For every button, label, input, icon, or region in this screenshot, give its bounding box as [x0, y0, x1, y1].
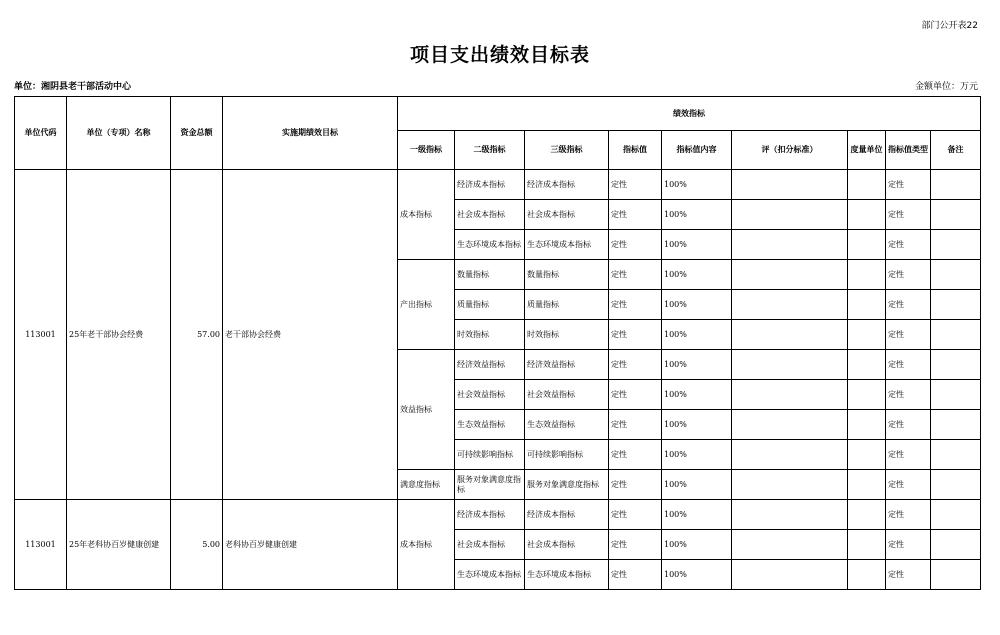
value-type-cell: 定性 [886, 350, 931, 380]
header-value-content: 指标值内容 [662, 131, 732, 170]
unit-label: 单位：湘阴县老干部活动中心 [14, 82, 132, 92]
evaluation-cell [732, 500, 848, 530]
value-type-cell: 定性 [886, 500, 931, 530]
level3-indicator-cell: 社会成本指标 [525, 200, 609, 230]
measure-unit-cell [848, 260, 886, 290]
indicator-value-cell: 定性 [609, 530, 662, 560]
measure-unit-cell [848, 530, 886, 560]
level2-indicator-cell: 社会成本指标 [455, 200, 525, 230]
note-cell [931, 350, 981, 380]
note-cell [931, 380, 981, 410]
value-type-cell: 定性 [886, 170, 931, 200]
header-name: 单位（专项）名称 [67, 97, 171, 170]
performance-goal-cell: 老科协百岁健康创建 [223, 500, 398, 590]
level3-indicator-cell: 可持续影响指标 [525, 440, 609, 470]
evaluation-cell [732, 530, 848, 560]
evaluation-cell [732, 260, 848, 290]
note-cell [931, 230, 981, 260]
value-content-cell: 100% [662, 380, 732, 410]
note-cell [931, 560, 981, 590]
value-type-cell: 定性 [886, 530, 931, 560]
note-cell [931, 530, 981, 560]
indicator-value-cell: 定性 [609, 380, 662, 410]
header-goal: 实施期绩效目标 [223, 97, 398, 170]
measure-unit-cell [848, 440, 886, 470]
level1-indicator-cell: 效益指标 [398, 350, 455, 470]
value-type-cell: 定性 [886, 440, 931, 470]
header-level2: 二级指标 [455, 131, 525, 170]
note-cell [931, 200, 981, 230]
level2-indicator-cell: 社会效益指标 [455, 380, 525, 410]
evaluation-cell [732, 410, 848, 440]
value-content-cell: 100% [662, 410, 732, 440]
value-content-cell: 100% [662, 320, 732, 350]
header-measure-unit: 度量单位 [848, 131, 886, 170]
indicator-value-cell: 定性 [609, 200, 662, 230]
project-name-cell: 25年老科协百岁健康创建 [67, 500, 171, 590]
level1-indicator-cell: 满意度指标 [398, 470, 455, 500]
value-type-cell: 定性 [886, 230, 931, 260]
evaluation-cell [732, 560, 848, 590]
performance-goal-cell: 老干部协会经费 [223, 170, 398, 500]
unit-code-cell: 113001 [15, 170, 67, 500]
measure-unit-cell [848, 410, 886, 440]
level2-indicator-cell: 经济成本指标 [455, 500, 525, 530]
performance-table [14, 96, 981, 590]
level3-indicator-cell: 服务对象满意度指标 [525, 470, 609, 500]
level3-indicator-cell: 社会效益指标 [525, 380, 609, 410]
evaluation-cell [732, 170, 848, 200]
level3-indicator-cell: 时效指标 [525, 320, 609, 350]
measure-unit-cell [848, 170, 886, 200]
header-note: 备注 [931, 131, 981, 170]
level3-indicator-cell: 经济效益指标 [525, 350, 609, 380]
header-level3: 三级指标 [525, 131, 609, 170]
evaluation-cell [732, 380, 848, 410]
evaluation-cell [732, 290, 848, 320]
level2-indicator-cell: 时效指标 [455, 320, 525, 350]
measure-unit-cell [848, 320, 886, 350]
value-type-cell: 定性 [886, 560, 931, 590]
level2-indicator-cell: 服务对象满意度指标 [455, 470, 525, 500]
value-type-cell: 定性 [886, 290, 931, 320]
level3-indicator-cell: 生态环境成本指标 [525, 560, 609, 590]
evaluation-cell [732, 470, 848, 500]
level3-indicator-cell: 生态效益指标 [525, 410, 609, 440]
value-type-cell: 定性 [886, 260, 931, 290]
indicator-value-cell: 定性 [609, 320, 662, 350]
note-cell [931, 170, 981, 200]
level2-indicator-cell: 质量指标 [455, 290, 525, 320]
value-type-cell: 定性 [886, 470, 931, 500]
fund-total-cell: 57.00 [171, 170, 223, 500]
measure-unit-cell [848, 380, 886, 410]
indicator-value-cell: 定性 [609, 410, 662, 440]
value-type-cell: 定性 [886, 410, 931, 440]
indicator-value-cell: 定性 [609, 560, 662, 590]
level2-indicator-cell: 社会成本指标 [455, 530, 525, 560]
level3-indicator-cell: 经济成本指标 [525, 170, 609, 200]
level2-indicator-cell: 生态环境成本指标 [455, 560, 525, 590]
level3-indicator-cell: 数量指标 [525, 260, 609, 290]
indicator-value-cell: 定性 [609, 500, 662, 530]
note-cell [931, 260, 981, 290]
note-cell [931, 320, 981, 350]
level3-indicator-cell: 经济成本指标 [525, 500, 609, 530]
level3-indicator-cell: 生态环境成本指标 [525, 230, 609, 260]
value-content-cell: 100% [662, 470, 732, 500]
value-content-cell: 100% [662, 530, 732, 560]
level1-indicator-cell: 成本指标 [398, 500, 455, 590]
indicator-value-cell: 定性 [609, 440, 662, 470]
table-row [15, 500, 981, 530]
level1-indicator-cell: 成本指标 [398, 170, 455, 260]
evaluation-cell [732, 230, 848, 260]
note-cell [931, 470, 981, 500]
value-content-cell: 100% [662, 200, 732, 230]
level1-indicator-cell: 产出指标 [398, 260, 455, 350]
level2-indicator-cell: 经济效益指标 [455, 350, 525, 380]
value-content-cell: 100% [662, 560, 732, 590]
table-row [15, 170, 981, 200]
fund-total-cell: 5.00 [171, 500, 223, 590]
level2-indicator-cell: 生态环境成本指标 [455, 230, 525, 260]
project-name-cell: 25年老干部协会经费 [67, 170, 171, 500]
header-performance: 绩效指标 [398, 97, 981, 131]
unit-code-cell: 113001 [15, 500, 67, 590]
level2-indicator-cell: 数量指标 [455, 260, 525, 290]
note-cell [931, 500, 981, 530]
header-code: 单位代码 [15, 97, 67, 170]
table-number-label: 部门公开表22 [921, 21, 978, 31]
header-fund: 资金总额 [171, 97, 223, 170]
measure-unit-cell [848, 500, 886, 530]
measure-unit-cell [848, 230, 886, 260]
value-content-cell: 100% [662, 500, 732, 530]
header-value-type: 指标值类型 [886, 131, 931, 170]
indicator-value-cell: 定性 [609, 350, 662, 380]
value-content-cell: 100% [662, 440, 732, 470]
page-title: 项目支出绩效目标表 [409, 44, 590, 66]
indicator-value-cell: 定性 [609, 470, 662, 500]
level2-indicator-cell: 经济成本指标 [455, 170, 525, 200]
indicator-value-cell: 定性 [609, 260, 662, 290]
note-cell [931, 410, 981, 440]
measure-unit-cell [848, 470, 886, 500]
value-content-cell: 100% [662, 170, 732, 200]
evaluation-cell [732, 200, 848, 230]
value-content-cell: 100% [662, 290, 732, 320]
level2-indicator-cell: 可持续影响指标 [455, 440, 525, 470]
evaluation-cell [732, 320, 848, 350]
measure-unit-cell [848, 290, 886, 320]
header-value: 指标值 [609, 131, 662, 170]
value-type-cell: 定性 [886, 320, 931, 350]
value-type-cell: 定性 [886, 380, 931, 410]
note-cell [931, 290, 981, 320]
evaluation-cell [732, 350, 848, 380]
money-unit-label: 金额单位：万元 [914, 82, 978, 92]
value-type-cell: 定性 [886, 200, 931, 230]
header-level1: 一级指标 [398, 131, 455, 170]
header-evaluation: 评（扣分标准） [732, 131, 848, 170]
value-content-cell: 100% [662, 350, 732, 380]
value-content-cell: 100% [662, 230, 732, 260]
level3-indicator-cell: 社会成本指标 [525, 530, 609, 560]
level3-indicator-cell: 质量指标 [525, 290, 609, 320]
value-content-cell: 100% [662, 260, 732, 290]
measure-unit-cell [848, 200, 886, 230]
note-cell [931, 440, 981, 470]
evaluation-cell [732, 440, 848, 470]
measure-unit-cell [848, 560, 886, 590]
indicator-value-cell: 定性 [609, 230, 662, 260]
indicator-value-cell: 定性 [609, 170, 662, 200]
level2-indicator-cell: 生态效益指标 [455, 410, 525, 440]
measure-unit-cell [848, 350, 886, 380]
indicator-value-cell: 定性 [609, 290, 662, 320]
